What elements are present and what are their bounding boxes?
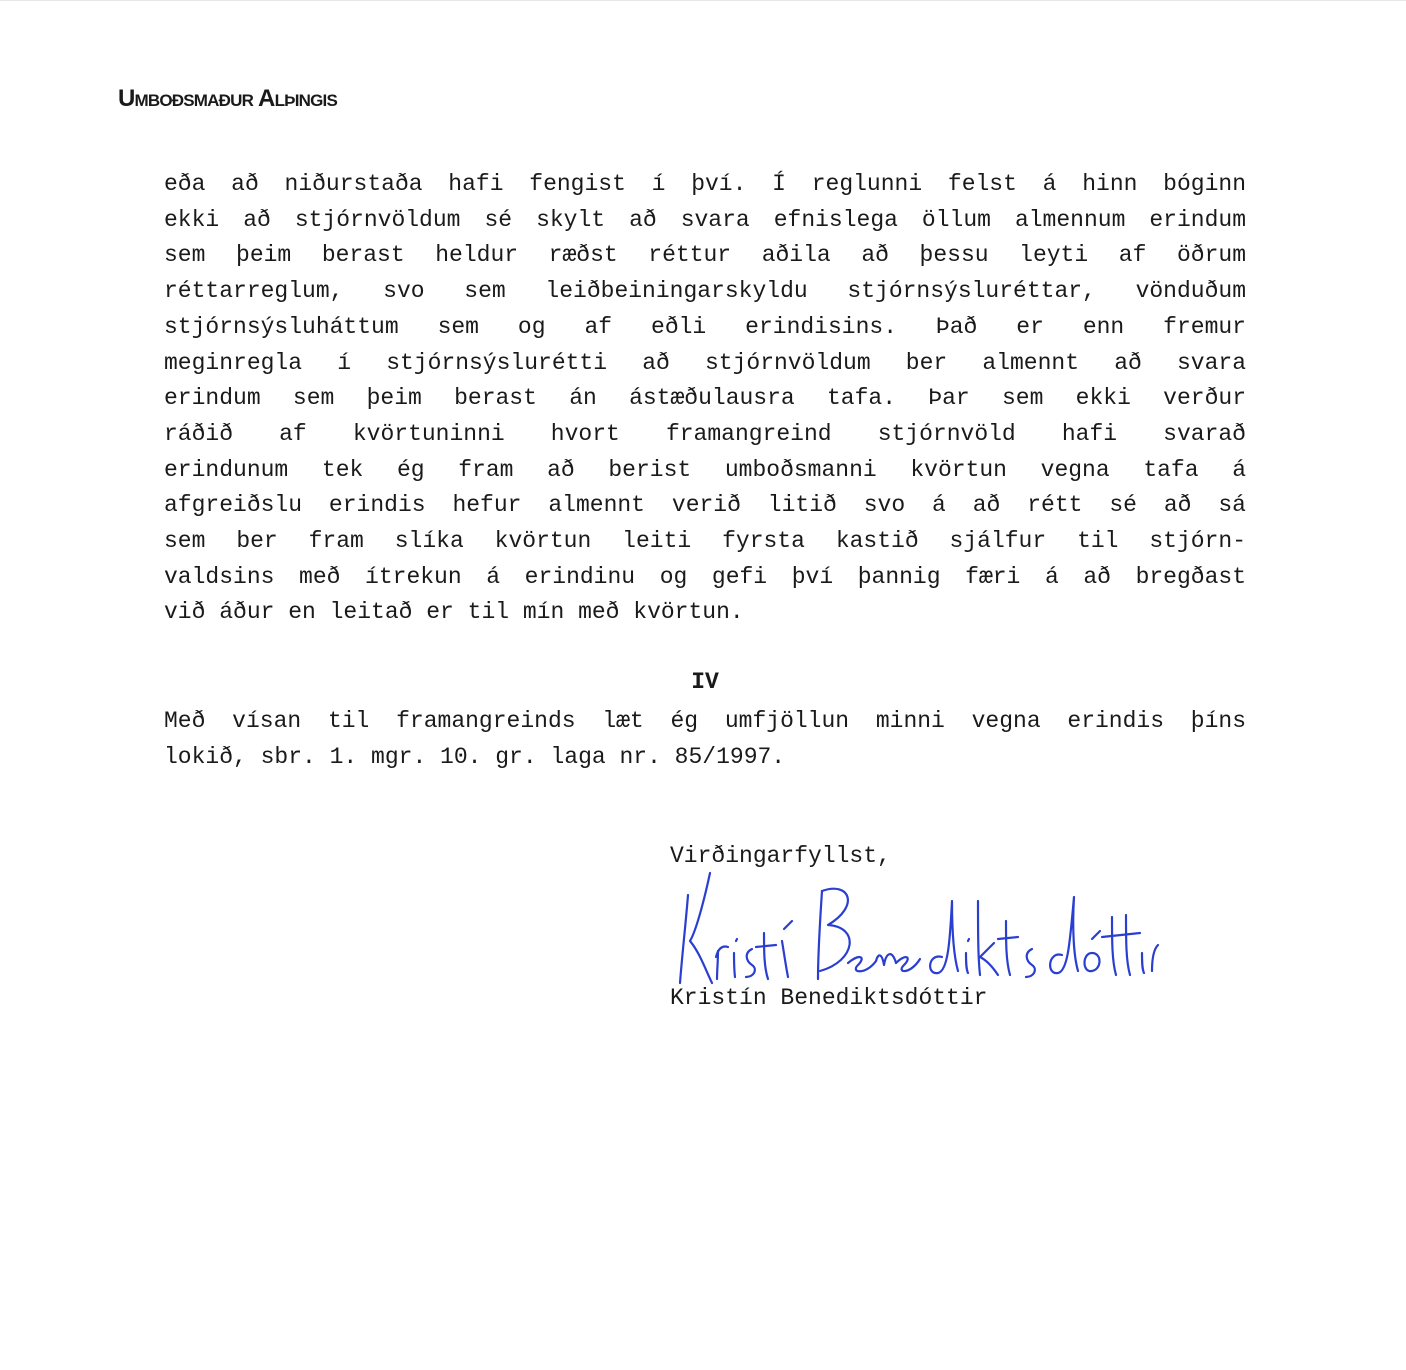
- conclusion-line: Með vísan til framangreinds læt ég umfjöllun minni vegna erindis þíns: [164, 708, 1246, 734]
- paragraph-line: við áður en leitað er til mín með kvörtun.: [164, 599, 744, 626]
- body-paragraph: [164, 167, 1246, 631]
- signer-name: Kristín Benediktsdóttir: [670, 985, 988, 1011]
- paragraph-line: sem þeim berast heldur ræðst réttur aðila að þessu leyti af öðrum: [164, 242, 1246, 269]
- paragraph-line: ráðið af kvörtuninni hvort framangreind stjórnvöld hafi svarað: [164, 420, 1246, 447]
- paragraph-line: réttarreglum, svo sem leiðbeiningarskyldu stjórnsýsluréttar, vönduðum: [164, 278, 1246, 305]
- paragraph-line: erindunum tek ég fram að berist umboðsmanni kvörtun vegna tafa á: [164, 456, 1246, 483]
- paragraph-line: ekki að stjórnvöldum sé skylt að svara efnislega öllum almennum erindum: [164, 206, 1246, 233]
- paragraph-line: valdsins með ítrekun á erindinu og gefi því þannig færi á að bregðast: [164, 563, 1246, 590]
- paragraph-line: erindum sem þeim berast án ástæðulausra tafa. Þar sem ekki verður: [164, 385, 1246, 412]
- handwritten-signature: [660, 861, 1160, 1001]
- conclusion-line: lokið, sbr. 1. mgr. 10. gr. laga nr. 85/1997.: [164, 744, 786, 770]
- letterhead-title: Umboðsmaður Alþingis: [118, 85, 337, 112]
- paragraph-line: eða að niðurstaða hafi fengist í því. Í reglunni felst á hinn bóginn: [164, 171, 1246, 197]
- paragraph-line: sem ber fram slíka kvörtun leiti fyrsta kastið sjálfur til stjórn-: [164, 528, 1246, 555]
- conclusion-paragraph: [164, 703, 1246, 775]
- paragraph-line: meginregla í stjórnsýslurétti að stjórnvöldum ber almennt að svara: [164, 349, 1246, 376]
- closing-salutation: Virðingarfyllst,: [670, 843, 891, 869]
- section-heading: IV: [691, 669, 719, 695]
- paragraph-line: stjórnsýsluháttum sem og af eðli erindisins. Það er enn fremur: [164, 313, 1246, 340]
- paragraph-line: afgreiðslu erindis hefur almennt verið litið svo á að rétt sé að sá: [164, 492, 1246, 519]
